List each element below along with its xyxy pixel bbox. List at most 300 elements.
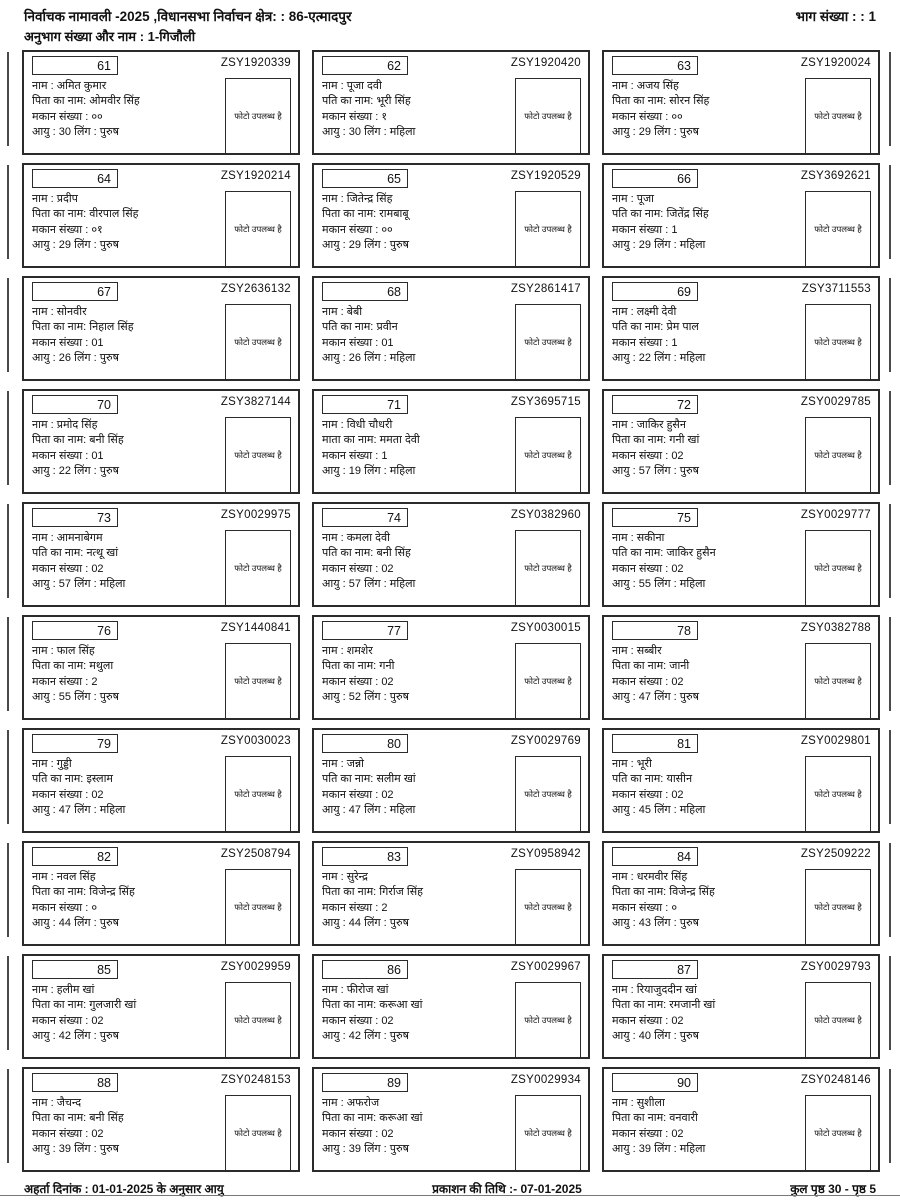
epic-number: ZSY0382788 (800, 622, 871, 634)
voter-row (22, 163, 880, 268)
epic-number: ZSY0030023 (220, 735, 291, 747)
relation-name: रामबाबू (379, 208, 409, 221)
name-label: नाम : (322, 758, 344, 770)
epic-number: ZSY0382960 (510, 509, 581, 521)
house-line (612, 675, 805, 690)
photo-placeholder (515, 78, 581, 155)
voter-card (22, 1067, 300, 1172)
voter-name: भूरी (636, 758, 652, 770)
relation-line (32, 546, 225, 561)
relation-name: विजेन्द्र सिंह (669, 886, 715, 899)
voter-name-line (32, 1096, 225, 1111)
voter-row (22, 615, 880, 720)
voter-name-line (322, 305, 515, 320)
age-label: आयु : (32, 465, 56, 478)
relation-line (322, 320, 515, 335)
age-label: आयु : (322, 126, 346, 139)
voter-card (22, 163, 300, 268)
name-label: नाम : (612, 193, 634, 205)
relation-name: बनी सिंह (376, 547, 411, 560)
voter-card (602, 276, 880, 381)
serial-number-box (612, 56, 698, 75)
house-line (322, 675, 515, 690)
serial-number: 90 (677, 1075, 691, 1090)
relation-label: पिता का नाम: (322, 999, 377, 1012)
epic-number: ZSY0029959 (220, 961, 291, 973)
gender-label: लिंग : (74, 352, 97, 365)
photo-placeholder (805, 417, 871, 494)
age-value: 42 (348, 1030, 362, 1043)
voter-name: पूजा (636, 193, 654, 205)
voter-card (312, 615, 590, 720)
age-label: आयु : (32, 578, 56, 591)
voter-card (602, 954, 880, 1059)
voter-card (312, 841, 590, 946)
serial-number: 77 (387, 623, 401, 638)
voter-name: प्रमोद सिंह (56, 419, 98, 431)
voter-name-line (612, 644, 805, 659)
relation-line (322, 207, 515, 222)
house-label: मकान संख्या : (322, 788, 379, 801)
serial-number-box (322, 734, 408, 753)
relation-label: पति का नाम: (612, 208, 664, 221)
name-label: नाम : (32, 645, 54, 657)
gender-value: पुरुष (99, 691, 119, 704)
house-label: मकान संख्या : (322, 110, 379, 123)
age-gender-line (612, 464, 805, 479)
voter-card (312, 502, 590, 607)
name-label: नाम : (32, 1097, 54, 1109)
photo-available-text: फोटो उपलब्ध है (234, 336, 282, 347)
voter-name: फाल सिंह (56, 645, 95, 657)
epic-number: ZSY2636132 (220, 283, 291, 295)
voter-row (22, 841, 880, 946)
voter-name-line (612, 870, 805, 885)
serial-number: 72 (677, 397, 691, 412)
voter-details (612, 981, 805, 1059)
voter-name: फीरोज खां (346, 984, 389, 996)
photo-available-text: फोटो उपलब्ध है (814, 110, 862, 121)
gender-value: पुरुष (389, 691, 409, 704)
voter-details (32, 416, 225, 494)
relation-label: पति का नाम: (612, 773, 664, 786)
relation-line (322, 772, 515, 787)
photo-available-text: फोटो उपलब्ध है (234, 788, 282, 799)
epic-number: ZSY0029975 (220, 509, 291, 521)
serial-number: 81 (677, 736, 691, 751)
relation-label: पिता का नाम: (32, 1112, 87, 1125)
voter-name-line (322, 192, 515, 207)
relation-name: जितेंद्र सिंह (666, 208, 709, 221)
voter-name: जन्नो (346, 758, 364, 770)
relation-line (612, 320, 805, 335)
age-label: आयु : (612, 804, 636, 817)
house-number: 01 (91, 449, 104, 462)
photo-available-text: फोटो उपलब्ध है (524, 675, 572, 686)
gender-value: पुरुष (99, 126, 119, 139)
age-label: आयु : (612, 917, 636, 930)
name-label: नाम : (612, 80, 634, 92)
voter-card (312, 276, 590, 381)
relation-label: पिता का नाम: (612, 886, 667, 899)
voter-name: हलीम खां (56, 984, 95, 996)
age-label: आयु : (32, 691, 56, 704)
relation-label: पति का नाम: (322, 547, 374, 560)
house-label: मकान संख्या : (322, 901, 379, 914)
age-value: 39 (348, 1143, 362, 1156)
house-label: मकान संख्या : (322, 1014, 379, 1027)
photo-available-text: फोटो उपलब्ध है (234, 1014, 282, 1025)
photo-available-text: फोटो उपलब्ध है (814, 449, 862, 460)
serial-number: 80 (387, 736, 401, 751)
relation-label: पिता का नाम: (322, 208, 377, 221)
relation-line (322, 433, 515, 448)
relation-line (322, 659, 515, 674)
gender-label: लिंग : (74, 1143, 97, 1156)
relation-name: बनी सिंह (89, 1112, 124, 1125)
name-label: नाम : (32, 306, 54, 318)
voter-name: लक्ष्मी देवी (636, 306, 677, 318)
voter-name: सकीना (636, 532, 665, 544)
name-label: नाम : (32, 193, 54, 205)
epic-number: ZSY1920339 (220, 57, 291, 69)
photo-available-text: फोटो उपलब्ध है (524, 110, 572, 121)
voter-details (32, 642, 225, 720)
part-number: भाग संख्या : : 1 (795, 9, 876, 24)
house-number: 02 (91, 562, 104, 575)
serial-number: 78 (677, 623, 691, 638)
serial-number: 71 (387, 397, 401, 412)
photo-placeholder (515, 869, 581, 946)
relation-label: पति का नाम: (612, 547, 664, 560)
house-number: ०० (91, 110, 103, 123)
house-line (322, 788, 515, 803)
serial-number: 69 (677, 284, 691, 299)
photo-available-text: फोटो उपलब्ध है (234, 223, 282, 234)
house-number: ० (91, 901, 98, 914)
relation-name: विजेन्द्र सिंह (89, 886, 135, 899)
voter-name-line (612, 531, 805, 546)
epic-number: ZSY1920529 (510, 170, 581, 182)
voter-details (32, 755, 225, 833)
age-label: आयु : (612, 352, 636, 365)
photo-placeholder (225, 643, 291, 720)
voter-details (322, 868, 515, 946)
age-gender-line (32, 351, 225, 366)
house-line (32, 336, 225, 351)
relation-line (612, 1111, 805, 1126)
house-line (322, 223, 515, 238)
voter-card (22, 276, 300, 381)
house-line (32, 562, 225, 577)
age-gender-line (322, 238, 515, 253)
gender-value: महिला (679, 352, 706, 365)
photo-available-text: फोटो उपलब्ध है (524, 788, 572, 799)
gender-value: महिला (679, 239, 706, 252)
age-gender-line (32, 464, 225, 479)
gender-value: पुरुष (389, 917, 409, 930)
roll-title: निर्वाचक नामावली -2025 ,विधानसभा निर्वाचन क्षेत्र: : 86-एत्मादपुर (24, 9, 352, 24)
serial-number: 88 (97, 1075, 111, 1090)
age-label: आयु : (322, 465, 346, 478)
age-label: आयु : (32, 239, 56, 252)
voter-name-line (322, 870, 515, 885)
age-value: 55 (58, 691, 72, 704)
age-label: आयु : (32, 804, 56, 817)
serial-number: 85 (97, 962, 111, 977)
house-label: मकान संख्या : (612, 1127, 669, 1140)
relation-label: पिता का नाम: (32, 95, 87, 108)
relation-line (322, 546, 515, 561)
house-label: मकान संख्या : (322, 223, 379, 236)
voter-details (322, 1094, 515, 1172)
gender-label: लिंग : (364, 1030, 387, 1043)
relation-line (32, 1111, 225, 1126)
voter-card (312, 389, 590, 494)
serial-number-box (322, 169, 408, 188)
gender-value: पुरुष (389, 1030, 409, 1043)
voter-details (32, 529, 225, 607)
serial-number: 67 (97, 284, 111, 299)
epic-number: ZSY0029777 (800, 509, 871, 521)
voter-details (612, 1094, 805, 1172)
age-gender-line (612, 125, 805, 140)
relation-name: वनवारी (669, 1112, 698, 1125)
photo-placeholder (805, 756, 871, 833)
relation-label: पिता का नाम: (612, 1112, 667, 1125)
relation-line (322, 94, 515, 109)
serial-number-box (32, 734, 118, 753)
house-label: मकान संख्या : (322, 336, 379, 349)
voter-details (32, 190, 225, 268)
voter-name: सब्बीर (636, 645, 662, 657)
name-label: नाम : (32, 532, 54, 544)
serial-number: 87 (677, 962, 691, 977)
name-label: नाम : (612, 306, 634, 318)
house-number: 02 (381, 675, 394, 688)
voter-card (22, 728, 300, 833)
epic-number: ZSY1920420 (510, 57, 581, 69)
epic-number: ZSY0248153 (220, 1074, 291, 1086)
relation-line (612, 94, 805, 109)
age-value: 47 (58, 804, 72, 817)
relation-name: भूरी सिंह (376, 95, 411, 108)
serial-number: 79 (97, 736, 111, 751)
relation-name: गिर्राज सिंह (379, 886, 424, 899)
house-line (322, 449, 515, 464)
age-label: आयु : (32, 1030, 56, 1043)
voter-name-line (322, 79, 515, 94)
house-line (612, 901, 805, 916)
house-line (612, 788, 805, 803)
house-number: 02 (671, 788, 684, 801)
house-line (32, 788, 225, 803)
gender-label: लिंग : (364, 917, 387, 930)
house-label: मकान संख्या : (322, 449, 379, 462)
house-number: 02 (91, 788, 104, 801)
voter-details (612, 416, 805, 494)
epic-number: ZSY0030015 (510, 622, 581, 634)
house-label: मकान संख्या : (32, 675, 89, 688)
gender-value: महिला (389, 804, 416, 817)
photo-available-text: फोटो उपलब्ध है (524, 562, 572, 573)
relation-name: प्रेम पाल (666, 321, 699, 334)
relation-label: माता का नाम: (322, 434, 377, 447)
photo-placeholder (225, 78, 291, 155)
photo-placeholder (515, 643, 581, 720)
house-label: मकान संख्या : (32, 562, 89, 575)
voter-card (22, 50, 300, 155)
age-value: 30 (348, 126, 362, 139)
house-label: मकान संख्या : (32, 788, 89, 801)
serial-number-box (32, 960, 118, 979)
house-line (612, 449, 805, 464)
gender-label: लिंग : (654, 1143, 677, 1156)
gender-label: लिंग : (654, 578, 677, 591)
age-value: 26 (348, 352, 362, 365)
gender-value: पुरुष (99, 239, 119, 252)
name-label: नाम : (32, 419, 54, 431)
serial-number: 65 (387, 171, 401, 186)
house-number: 02 (91, 1014, 104, 1027)
serial-number: 84 (677, 849, 691, 864)
voter-name-line (322, 418, 515, 433)
serial-number-box (32, 56, 118, 75)
photo-available-text: फोटो उपलब्ध है (524, 223, 572, 234)
gender-value: पुरुष (679, 126, 699, 139)
photo-available-text: फोटो उपलब्ध है (814, 1014, 862, 1025)
house-number: 02 (381, 1014, 394, 1027)
photo-placeholder (805, 1095, 871, 1172)
house-label: मकान संख्या : (612, 788, 669, 801)
relation-name: करूआ खां (379, 1112, 423, 1125)
voter-name-line (32, 870, 225, 885)
voter-details (32, 981, 225, 1059)
name-label: नाम : (322, 645, 344, 657)
relation-label: पति का नाम: (32, 547, 84, 560)
age-value: 30 (58, 126, 72, 139)
photo-available-text: फोटो उपलब्ध है (524, 449, 572, 460)
gender-label: लिंग : (654, 804, 677, 817)
age-value: 45 (638, 804, 652, 817)
gender-value: महिला (389, 578, 416, 591)
voter-card (312, 1067, 590, 1172)
serial-number-box (322, 960, 408, 979)
relation-label: पिता का नाम: (32, 434, 87, 447)
serial-number-box (32, 847, 118, 866)
voter-name-line (32, 644, 225, 659)
voter-details (32, 1094, 225, 1172)
photo-available-text: फोटो उपलब्ध है (814, 562, 862, 573)
epic-number: ZSY1920214 (220, 170, 291, 182)
serial-number: 66 (677, 171, 691, 186)
age-value: 44 (348, 917, 362, 930)
age-label: आयु : (612, 465, 636, 478)
age-gender-line (32, 1029, 225, 1044)
voter-details (322, 642, 515, 720)
age-value: 19 (348, 465, 362, 478)
photo-available-text: फोटो उपलब्ध है (814, 1127, 862, 1138)
age-value: 26 (58, 352, 72, 365)
house-line (322, 562, 515, 577)
publication-date: प्रकाशन की तिथि :- 07-01-2025 (432, 1182, 582, 1196)
voter-name: आमनाबेगम (56, 532, 103, 544)
relation-line (612, 433, 805, 448)
voter-details (612, 190, 805, 268)
relation-line (612, 772, 805, 787)
age-gender-line (322, 125, 515, 140)
house-label: मकान संख्या : (612, 1014, 669, 1027)
relation-label: पति का नाम: (612, 321, 664, 334)
relation-name: ममता देवी (379, 434, 420, 447)
photo-placeholder (805, 304, 871, 381)
photo-available-text: फोटो उपलब्ध है (524, 1014, 572, 1025)
age-label: आयु : (32, 1143, 56, 1156)
relation-label: पिता का नाम: (32, 321, 87, 334)
name-label: नाम : (32, 984, 54, 996)
voter-name: विधी चौधरी (346, 419, 393, 431)
voter-name-line (322, 757, 515, 772)
serial-number-box (322, 56, 408, 75)
house-line (322, 110, 515, 125)
voter-details (322, 190, 515, 268)
relation-line (32, 207, 225, 222)
voter-card (602, 615, 880, 720)
serial-number: 64 (97, 171, 111, 186)
voter-details (32, 77, 225, 155)
house-number: 02 (381, 788, 394, 801)
serial-number: 74 (387, 510, 401, 525)
epic-number: ZSY2508794 (220, 848, 291, 860)
name-label: नाम : (322, 871, 344, 883)
name-label: नाम : (322, 532, 344, 544)
photo-placeholder (225, 869, 291, 946)
relation-line (612, 885, 805, 900)
photo-placeholder (515, 982, 581, 1059)
page-header (0, 0, 900, 45)
photo-placeholder (515, 304, 581, 381)
house-number: 02 (91, 1127, 104, 1140)
epic-number: ZSY1920024 (800, 57, 871, 69)
serial-number: 89 (387, 1075, 401, 1090)
house-label: मकान संख्या : (612, 901, 669, 914)
voter-row (22, 954, 880, 1059)
gender-value: पुरुष (389, 1143, 409, 1156)
voter-name: सुशीला (636, 1097, 665, 1109)
voter-card (602, 841, 880, 946)
house-line (612, 1127, 805, 1142)
photo-placeholder (515, 756, 581, 833)
voter-name-line (612, 79, 805, 94)
relation-line (32, 94, 225, 109)
house-number: 01 (91, 336, 104, 349)
voter-name: अफरोज (346, 1097, 380, 1109)
relation-name: निहाल सिंह (89, 321, 134, 334)
gender-label: लिंग : (654, 126, 677, 139)
serial-number-box (322, 621, 408, 640)
relation-name: यासीन (666, 773, 693, 786)
name-label: नाम : (322, 419, 344, 431)
relation-line (32, 659, 225, 674)
age-value: 57 (348, 578, 362, 591)
gender-label: लिंग : (74, 239, 97, 252)
house-number: 01 (381, 336, 394, 349)
section-number-name: अनुभाग संख्या और नाम : 1-गिजौली (24, 29, 196, 44)
relation-label: पिता का नाम: (322, 660, 377, 673)
gender-label: लिंग : (364, 804, 387, 817)
relation-name: बनी सिंह (89, 434, 124, 447)
relation-name: वीरपाल सिंह (89, 208, 139, 221)
